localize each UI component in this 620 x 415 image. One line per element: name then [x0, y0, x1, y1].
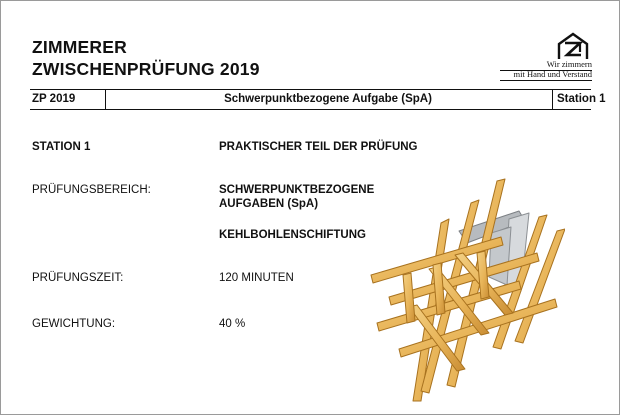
roof-timber-frame-illustration [369, 173, 565, 403]
weighting-label: GEWICHTUNG: [32, 318, 116, 330]
station-heading: STATION 1 [32, 141, 91, 153]
logo-divider [500, 80, 592, 81]
logo [500, 32, 592, 82]
document-title [32, 36, 260, 80]
exam-task-name: KEHLBOHLENSCHIFTUNG [219, 229, 366, 241]
info-bar [30, 89, 606, 110]
exam-time-label: PRÜFUNGSZEIT: [32, 272, 124, 284]
title-line-1: ZIMMERER [32, 37, 127, 57]
logo-slogan-line-2: mit Hand und Verstand [513, 69, 592, 79]
station-label: Station 1 [552, 90, 596, 109]
station-description: PRAKTISCHER TEIL DER PRÜFUNG [219, 141, 418, 153]
exam-area-value-line-1: SCHWERPUNKTBEZOGENE [219, 184, 375, 196]
task-title: Schwerpunktbezogene Aufgabe (SpA) [224, 93, 432, 105]
exam-code: ZP 2019 [30, 90, 106, 109]
exam-area-value-line-2: AUFGABEN (SpA) [219, 198, 319, 210]
exam-area-label: PRÜFUNGSBEREICH: [32, 184, 151, 196]
title-line-2: ZWISCHENPRÜFUNG 2019 [32, 59, 260, 79]
house-z-logo-icon [556, 32, 590, 60]
exam-time-value: 120 MINUTEN [219, 272, 294, 284]
weighting-value: 40 % [219, 318, 246, 330]
logo-slogan-line-1: Wir zimmern [546, 59, 592, 69]
